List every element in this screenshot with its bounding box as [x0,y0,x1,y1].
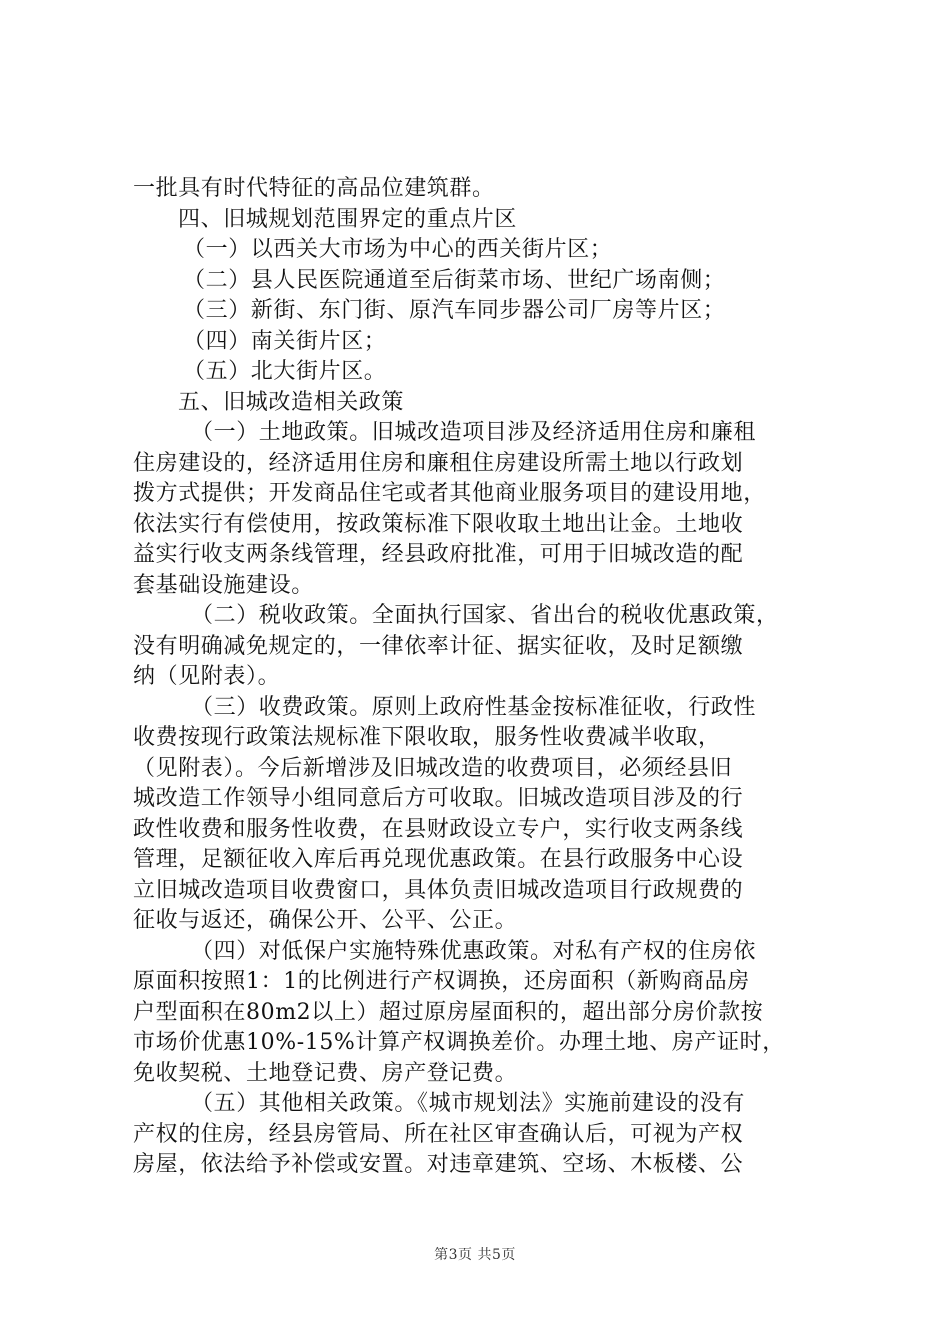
section-heading: 四、旧城规划范围界定的重点片区 [178,206,518,232]
text-line: 管理，足额征收入库后再兑现优惠政策。在县行政服务中心设 [133,847,744,872]
text-line: 户型面积在80m2以上）超过原房屋面积的，超出部分房价款按 [133,999,764,1025]
section-heading: 五、旧城改造相关政策 [178,389,405,415]
text-line: 纳（见附表）。 [133,664,281,689]
text-line: 立旧城改造项目收费窗口，具体负责旧城改造项目行政规费的 [133,877,744,903]
text-line: 住房建设的，经济适用住房和廉租住房建设所需土地以行政划 [133,450,744,476]
list-item: （二）县人民医院通道至后街菜市场、世纪广场南侧； [183,267,726,293]
text-line: （三）收费政策。原则上政府性基金按标准征收，行政性 [191,694,757,720]
text-line: 免收契税、土地登记费、房产登记费。 [133,1060,518,1086]
text-line: 拨方式提供；开发商品住宅或者其他商业服务项目的建设用地， [133,481,766,506]
list-item: （三）新街、东门街、原汽车同步器公司厂房等片区； [183,298,726,323]
list-item: （四）南关街片区； [183,328,387,354]
page-number-footer: 第3页 共5页 [434,1247,516,1263]
text-line: 原面积按照1：1的比例进行产权调换，还房面积（新购商品房 [133,969,750,994]
text-line: （见附表）。今后新增涉及旧城改造的收费项目，必须经县旧 [133,755,733,781]
document-body [133,174,833,1181]
list-item: （五）北大街片区。 [183,359,387,384]
text-line: 依法实行有偿使用，按政策标准下限收取土地出让金。土地收 [133,511,744,537]
text-line: 套基础设施建设。 [133,572,314,598]
text-line: 城改造工作领导小组同意后方可收取。旧城改造项目涉及的行 [133,786,744,811]
text-line: （一）土地政策。旧城改造项目涉及经济适用住房和廉租 [191,420,757,445]
text-line: 政性收费和服务性收费，在县财政设立专户，实行收支两条线 [133,816,744,842]
text-line: 一批具有时代特征的高品位建筑群。 [133,176,495,201]
text-line: 益实行收支两条线管理，经县政府批准，可用于旧城改造的配 [133,542,744,567]
text-line: 市场价优惠10%-15%计算产权调换差价。办理土地、房产证时， [133,1030,785,1055]
text-line: （五）其他相关政策。《城市规划法》实施前建设的没有 [191,1091,746,1116]
list-item: （一）以西关大市场为中心的西关街片区； [183,237,613,262]
text-line: 没有明确减免规定的，一律依率计征、据实征收，及时足额缴 [133,633,744,659]
text-line: 产权的住房，经县房管局、所在社区审查确认后，可视为产权 [133,1121,744,1147]
text-line: （四）对低保户实施特殊优惠政策。对私有产权的住房依 [191,938,757,964]
text-line: 房屋，依法给予补偿或安置。对违章建筑、空场、木板楼、公 [133,1152,744,1177]
text-line: 征收与返还，确保公开、公平、公正。 [133,908,518,933]
text-line: （二）税收政策。全面执行国家、省出台的税收优惠政策， [191,603,779,628]
text-line: 收费按现行政策法规标准下限收取，服务性收费减半收取， [133,725,721,750]
